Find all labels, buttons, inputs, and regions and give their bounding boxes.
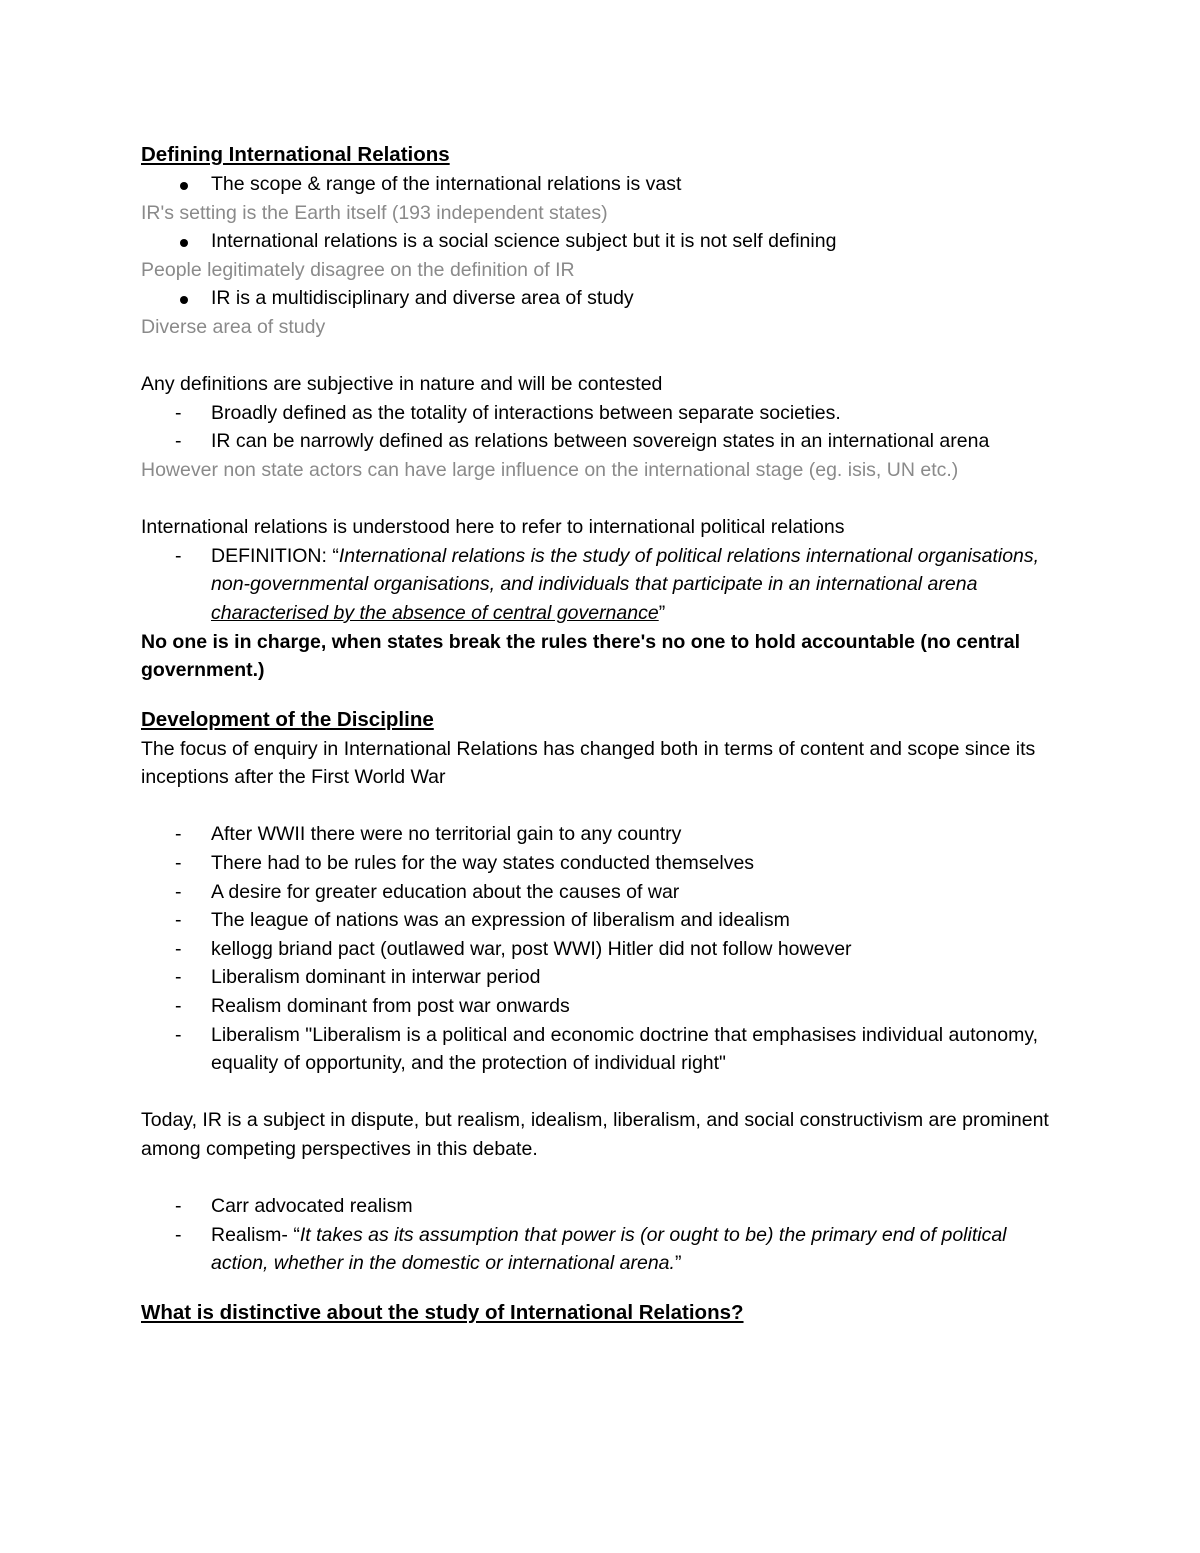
realism-item: [141, 1221, 1061, 1278]
list-item: The scope & range of the international relations is vast: [141, 170, 1061, 199]
list-item: - There had to be rules for the way states conducted themselves: [141, 849, 1061, 878]
dash-marker: -: [175, 909, 182, 932]
list-item: - After WWII there were no territorial gain to any country: [141, 820, 1061, 849]
bullet-list-3: [141, 284, 1061, 313]
paragraph: International relations is understood here to refer to international political relations: [141, 516, 845, 539]
dash-marker: -: [175, 852, 182, 875]
development-list: [141, 820, 1061, 1077]
dash-list-1: [141, 399, 1061, 456]
dash-marker: -: [175, 823, 182, 846]
bold-statement: No one is in charge, when states break the rules there's no one to hold accountable (no central government.): [141, 630, 1021, 682]
bullet-icon: [180, 296, 188, 304]
dash-marker: -: [175, 937, 182, 960]
realism-label: Realism- “: [211, 1223, 300, 1246]
dash-marker: -: [175, 544, 182, 567]
list-item: IR is a multidisciplinary and diverse area of study: [141, 284, 1061, 313]
list-item: - kellogg briand pact (outlawed war, post WWI) Hitler did not follow however: [141, 935, 1061, 964]
definition-label: DEFINITION: “: [211, 544, 339, 567]
gray-note: People legitimately disagree on the definition of IR: [141, 258, 575, 281]
list-item: - Liberalism "Liberalism is a political and economic doctrine that emphasises individual autonomy, equality of opportunity, and the protection of individual right": [141, 1021, 1061, 1078]
list-item: - The league of nations was an expression of liberalism and idealism: [141, 906, 1061, 935]
list-item: International relations is a social science subject but it is not self defining: [141, 227, 1061, 256]
bullet-list-1: [141, 170, 1061, 199]
dash-marker: -: [175, 880, 182, 903]
bullet-icon: [180, 182, 188, 190]
dash-marker: -: [175, 995, 182, 1018]
realism-list: [141, 1192, 1061, 1278]
heading-distinctive: What is distinctive about the study of International Relations?: [141, 1300, 744, 1324]
bullet-icon: [180, 239, 188, 247]
gray-note: However non state actors can have large influence on the international stage (eg. isis, UN etc.): [141, 458, 959, 481]
definition-close-quote: ”: [658, 601, 666, 624]
dash-marker: -: [175, 401, 182, 424]
document-body: [141, 140, 1061, 1328]
dash-marker: -: [175, 1023, 182, 1046]
list-item: - Liberalism dominant in interwar period: [141, 963, 1061, 992]
heading-development: Development of the Discipline: [141, 707, 434, 731]
list-item: - Broadly defined as the totality of interactions between separate societies.: [141, 399, 1061, 428]
paragraph: The focus of enquiry in International Relations has changed both in terms of content and scope since its inceptions after the First World War: [141, 737, 1036, 789]
dash-marker: -: [175, 966, 182, 989]
definition-underlined-text: characterised by the absence of central governance: [211, 601, 659, 624]
realism-quote: It takes as its assumption that power is (or ought to be) the primary end of political action, whether in the domestic or international arena.: [211, 1223, 1007, 1275]
definition-item: [141, 542, 1061, 628]
dash-marker: -: [175, 1195, 182, 1218]
realism-close-quote: ”: [674, 1252, 682, 1275]
heading-defining-ir: Defining International Relations: [141, 143, 450, 166]
definition-list: [141, 542, 1061, 628]
gray-note: Diverse area of study: [141, 315, 326, 338]
paragraph: Today, IR is a subject in dispute, but realism, idealism, liberalism, and social constructivism are prominent among competing perspectives in this debate.: [141, 1109, 1049, 1160]
gray-note: IR's setting is the Earth itself (193 independent states): [141, 201, 608, 224]
dash-marker: -: [175, 430, 182, 453]
bullet-list-2: [141, 227, 1061, 256]
list-item: - Carr advocated realism: [141, 1192, 1061, 1221]
dash-marker: -: [175, 1223, 182, 1246]
paragraph: Any definitions are subjective in nature and will be contested: [141, 373, 663, 396]
definition-text: International relations is the study of political relations international organisations, non-governmental organisations, and individuals that participate in an international arena: [211, 544, 1040, 596]
list-item: - Realism dominant from post war onwards: [141, 992, 1061, 1021]
list-item: - IR can be narrowly defined as relations between sovereign states in an international arena: [141, 427, 1061, 456]
list-item: - A desire for greater education about the causes of war: [141, 878, 1061, 907]
